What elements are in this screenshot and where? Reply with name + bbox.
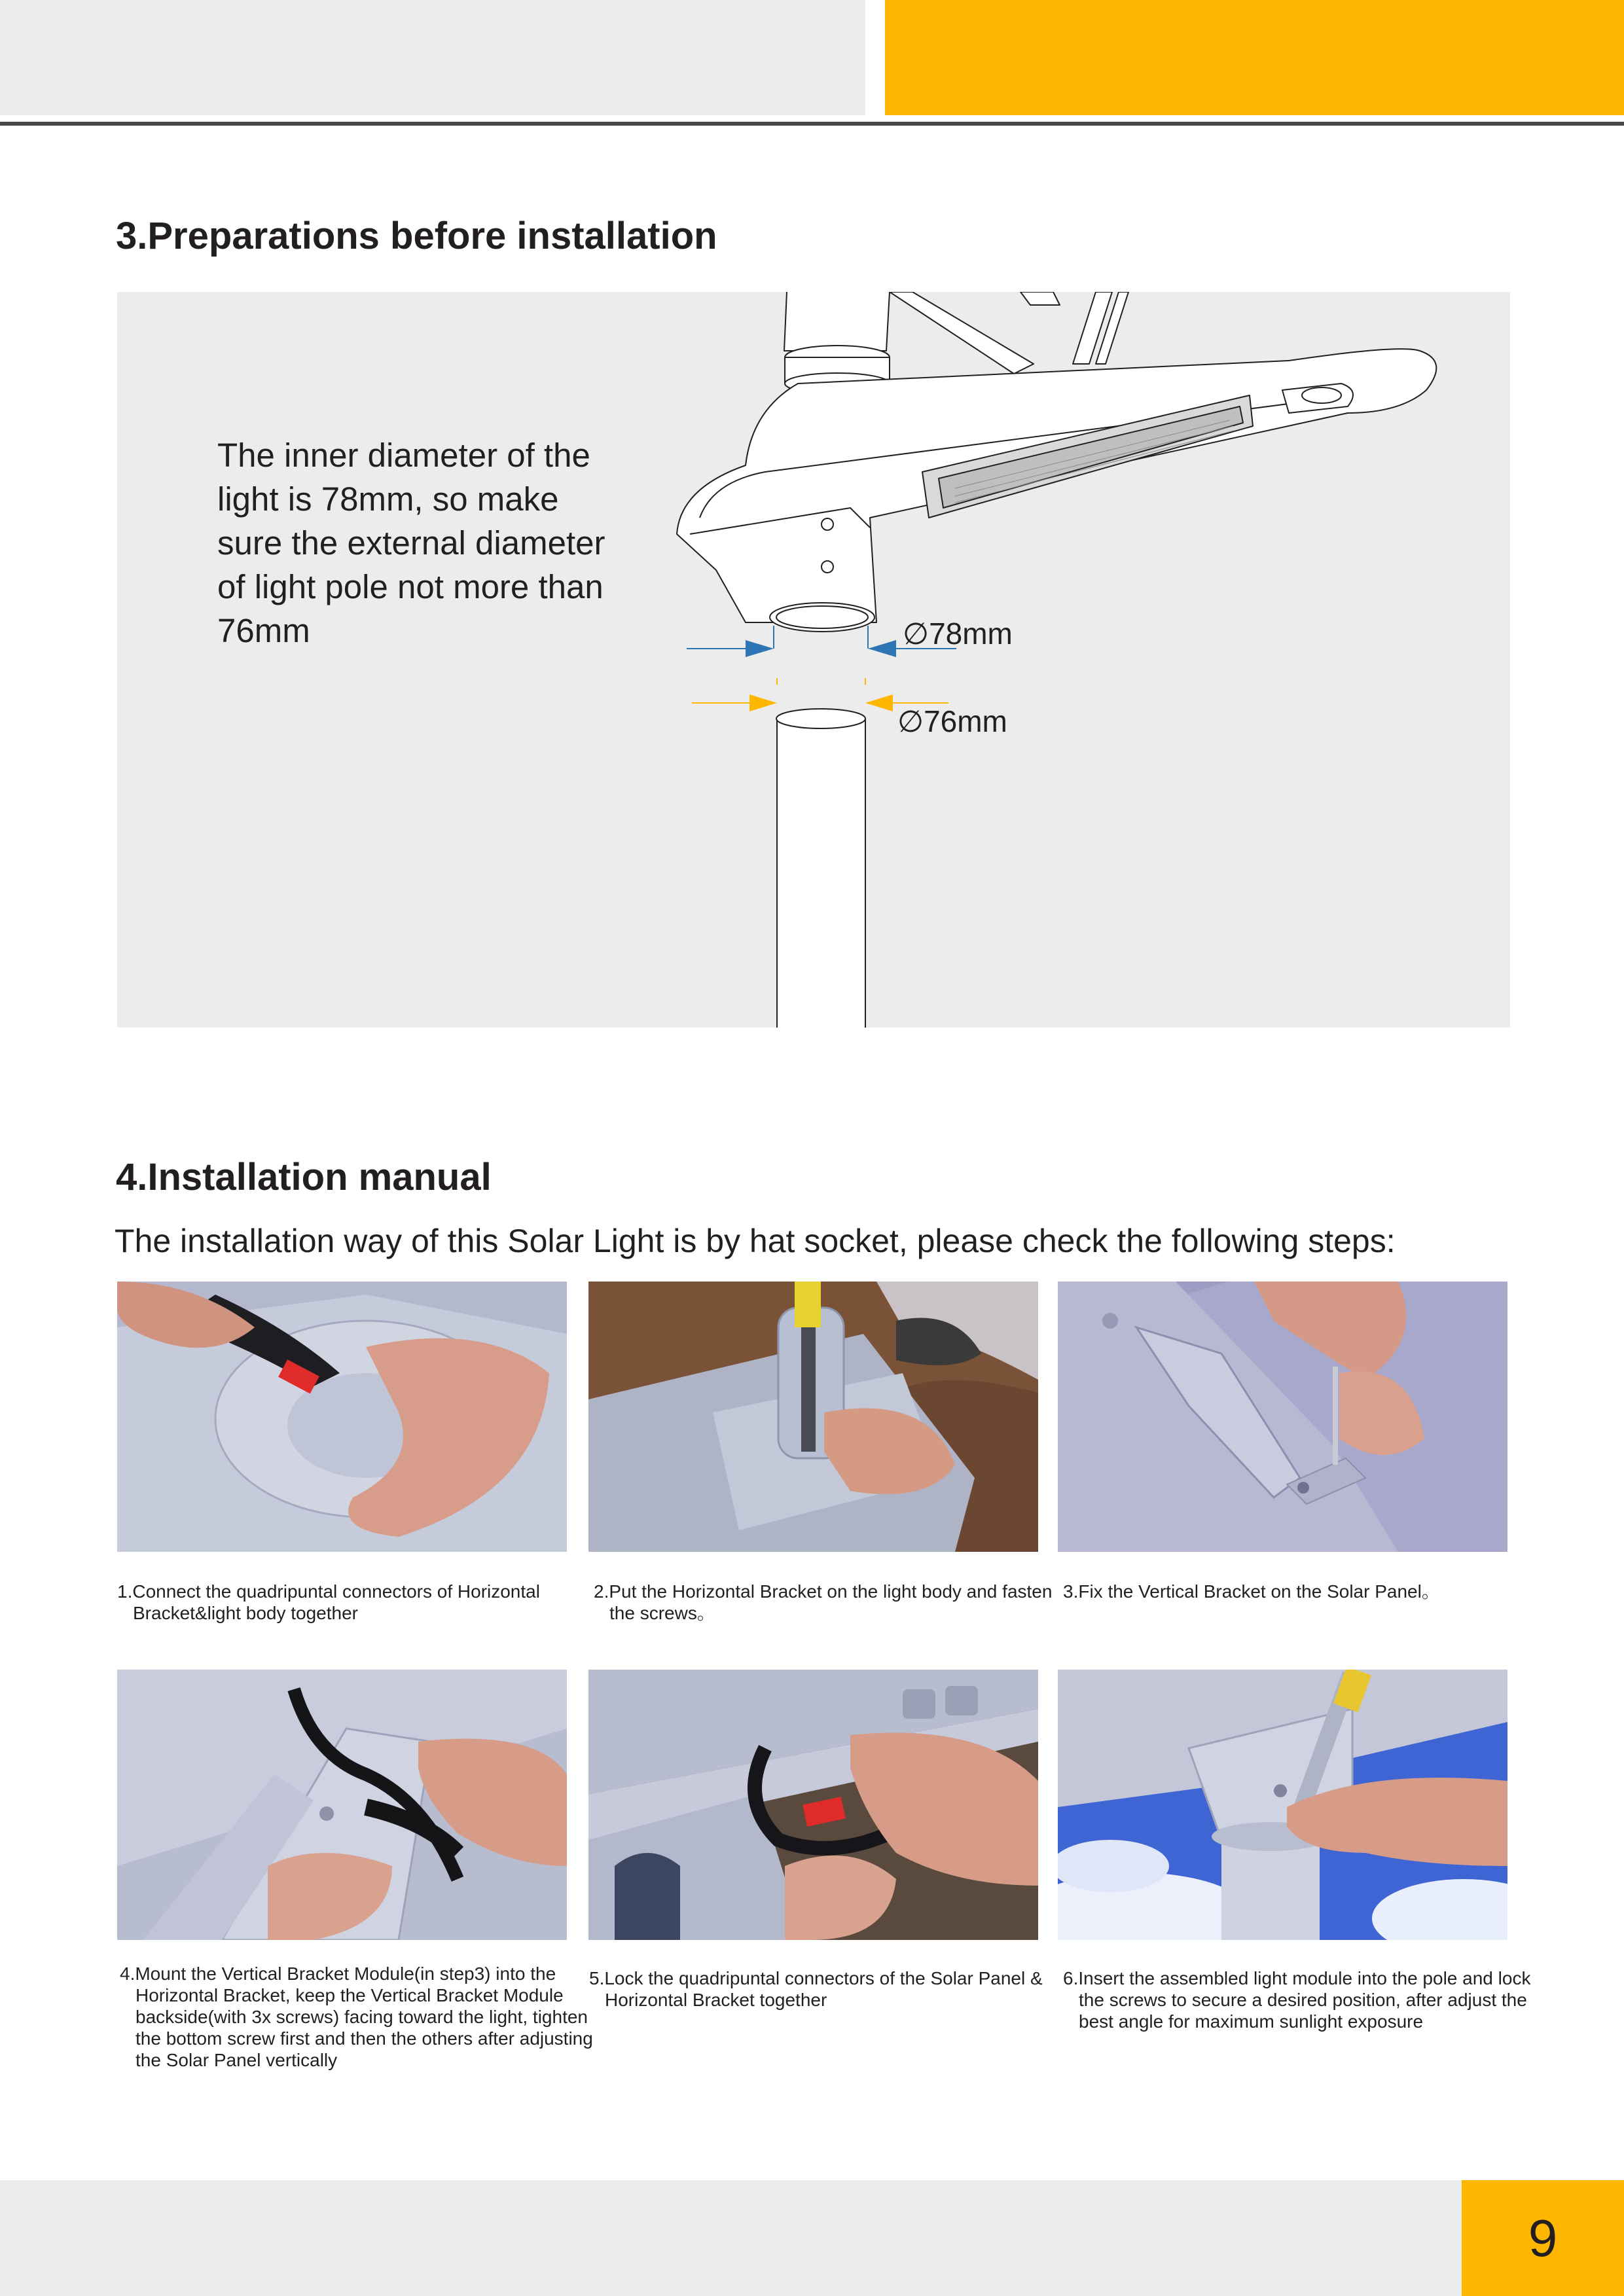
diameter-note: The inner diameter of the light is 78mm, so make sure the external diameter of light pole not more than 76mm	[217, 437, 605, 649]
step-1-photo	[117, 1282, 567, 1552]
outer-arrow-left	[749, 694, 777, 711]
screw-lower	[821, 561, 833, 573]
light-pole-diagram	[117, 292, 1510, 1028]
light-pole	[777, 719, 865, 1028]
outer-arrow-right	[865, 694, 893, 711]
step-1-caption: 1.Connect the quadripuntal connectors of Horizontal Bracket&light body together	[117, 1581, 540, 1623]
step-5-photo	[588, 1670, 1038, 1940]
page-number: 9	[1528, 2208, 1558, 2267]
preparation-panel	[117, 292, 1510, 1028]
step-2-caption: 2.Put the Horizontal Bracket on the light body and fasten the screws。	[594, 1581, 1053, 1623]
step-4-caption: 4.Mount the Vertical Bracket Module(in step3) into the Horizontal Bracket, keep the Vertical Bracket Module backside(with 3x screws) facing toward the light, tighten the bottom screw first and then the others after adjusting the Solar Panel vertically	[120, 1964, 593, 2070]
bracket-arm	[890, 292, 1034, 374]
header-gray-band	[0, 0, 865, 115]
installation-intro: The installation way of this Solar Light is by hat socket, please check the following steps:	[115, 1223, 1396, 1259]
pole-top	[776, 709, 865, 728]
step-4-photo	[117, 1670, 567, 1940]
inner-diameter-label: ∅78mm	[903, 617, 1013, 651]
step-5-caption: 5.Lock the quadripuntal connectors of the Solar Panel & Horizontal Bracket together	[589, 1968, 1043, 2010]
outer-diameter-label: ∅76mm	[897, 704, 1007, 738]
header-divider	[0, 122, 1624, 126]
step-3-photo	[1058, 1282, 1507, 1552]
footer-gray-band	[0, 2180, 1462, 2296]
inner-arrow-right	[868, 640, 896, 657]
step-3-caption: 3.Fix the Vertical Bracket on the Solar Panel。	[1063, 1581, 1440, 1602]
section-title-preparations: 3.Preparations before installation	[116, 215, 717, 257]
step-2-photo	[588, 1282, 1038, 1552]
step-6-photo	[1058, 1670, 1507, 1940]
inner-arrow-left	[746, 640, 774, 657]
header-accent-band	[885, 0, 1624, 115]
step-6-caption: 6.Insert the assembled light module into the pole and lock the screws to secure a desired position, after adjust the best angle for maximum sunlight exposure	[1063, 1968, 1531, 2032]
bracket-post	[784, 292, 890, 351]
screw-upper	[821, 518, 833, 530]
section-title-installation: 4.Installation manual	[116, 1156, 492, 1198]
